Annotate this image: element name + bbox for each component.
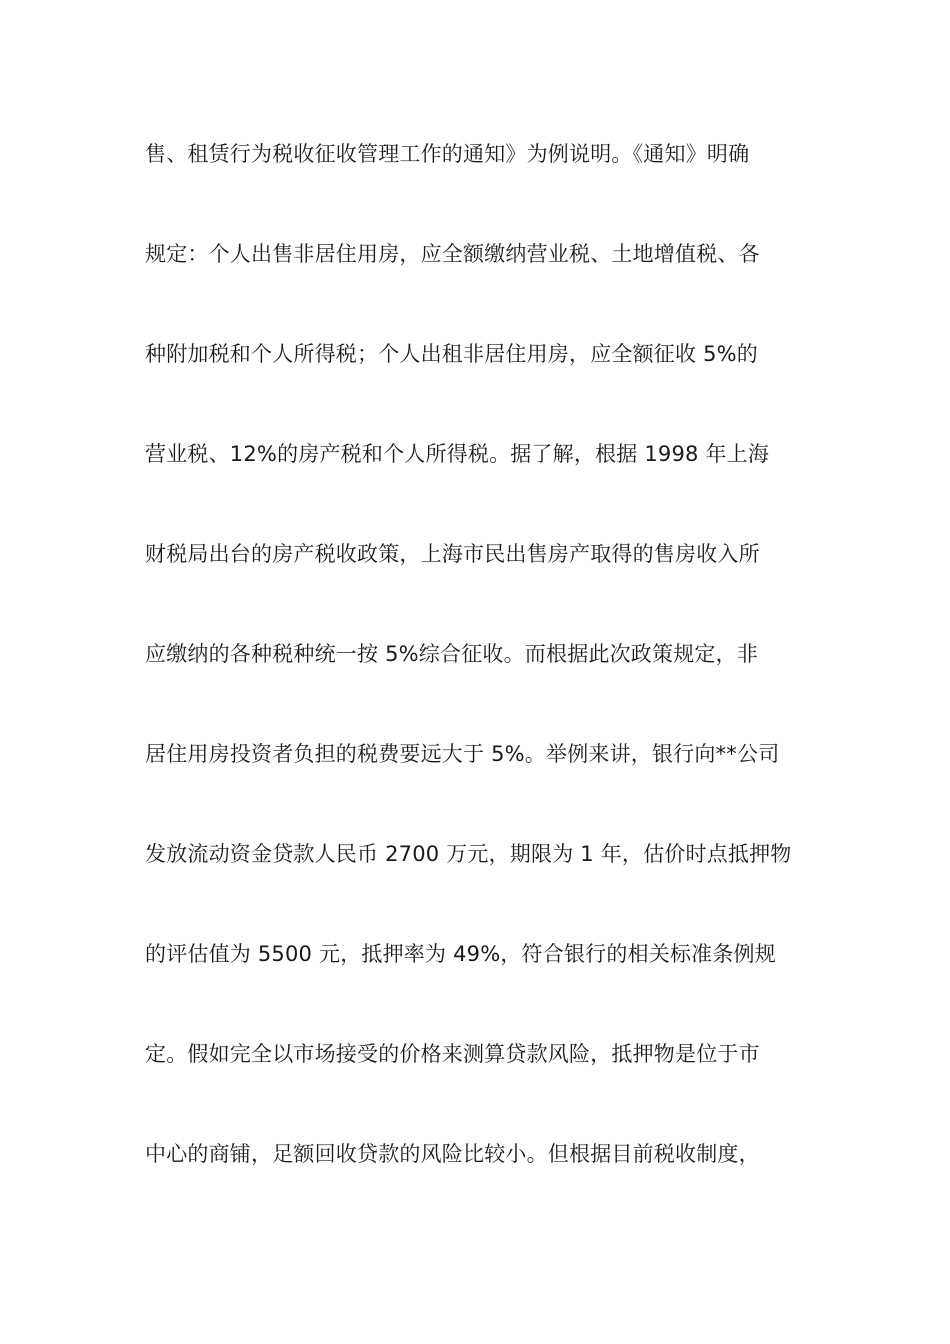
text-line: 居住用房投资者负担的税费要远大于 5%。举例来讲，银行向**公司 (145, 742, 780, 766)
text-line: 发放流动资金贷款人民币 2700 万元，期限为 1 年，估价时点抵押物 (145, 842, 792, 866)
text-line: 应缴纳的各种税种统一按 5%综合征收。而根据此次政策规定，非 (145, 642, 758, 666)
text-line: 财税局出台的房产税收政策，上海市民出售房产取得的售房收入所 (145, 542, 760, 566)
text-line: 定。假如完全以市场接受的价格来测算贷款风险，抵押物是位于市 (145, 1042, 760, 1066)
text-line: 营业税、12%的房产税和个人所得税。据了解，根据 1998 年上海 (145, 442, 770, 466)
text-line: 种附加税和个人所得税；个人出租非居住用房，应全额征收 5%的 (145, 342, 758, 366)
text-line: 的评估值为 5500 元，抵押率为 49%，符合银行的相关标准条例规 (145, 942, 776, 966)
text-line: 售、租赁行为税收征收管理工作的通知》为例说明。《通知》明确 (145, 142, 750, 166)
body-text (145, 128, 810, 1228)
text-line: 中心的商铺，足额回收贷款的风险比较小。但根据目前税收制度， (145, 1142, 760, 1166)
text-line: 规定：个人出售非居住用房，应全额缴纳营业税、土地增值税、各 (145, 242, 760, 266)
